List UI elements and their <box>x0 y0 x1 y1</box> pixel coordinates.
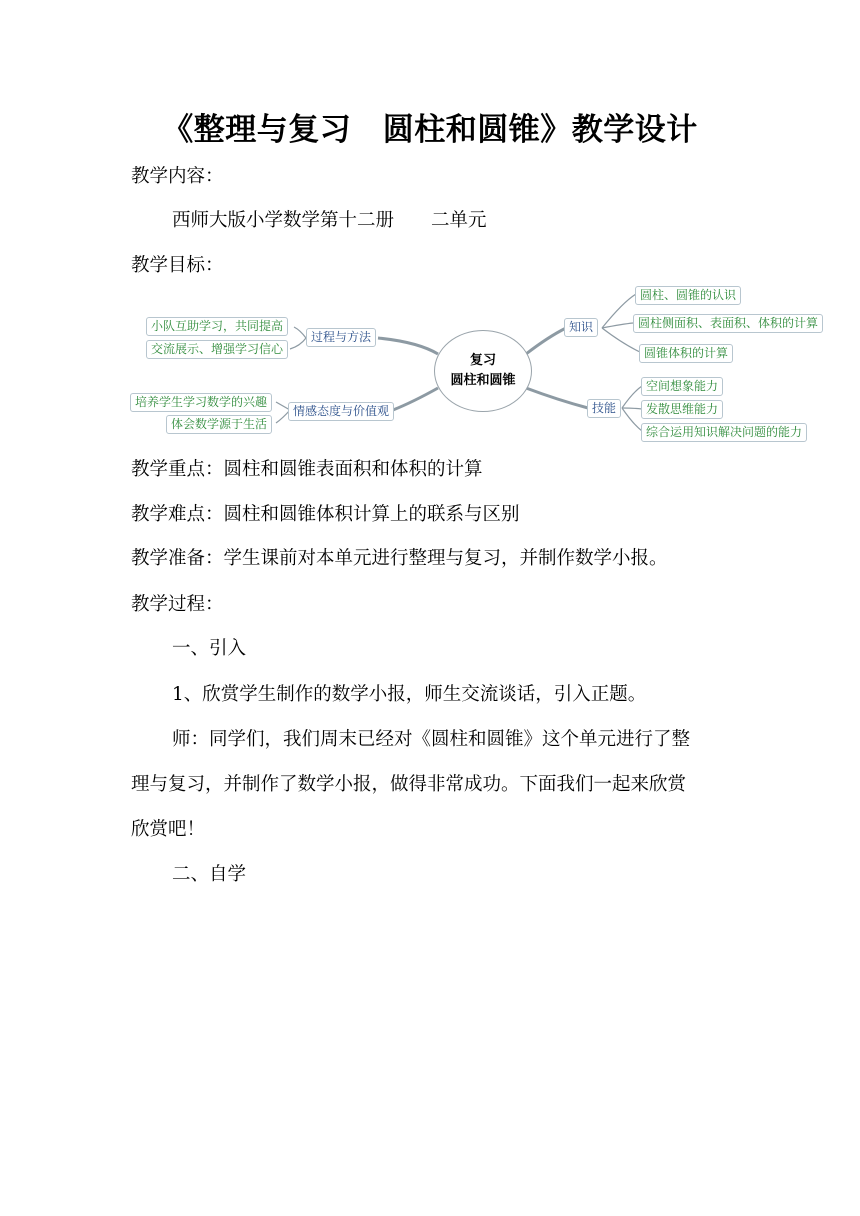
branch-process: 过程与方法 <box>306 328 376 347</box>
leaf-skills-3: 综合运用知识解决问题的能力 <box>641 423 807 442</box>
content-label: 教学内容： <box>131 166 224 187</box>
connector-knowledge <box>526 328 566 354</box>
goals-label: 教学目标： <box>131 255 224 276</box>
step-1: 1、欣赏学生制作的数学小报，师生交流谈话，引入正题。 <box>172 684 647 705</box>
section-self-study: 二、自学 <box>172 864 247 885</box>
key-point: 教学重点：圆柱和圆锥表面积和体积的计算 <box>131 459 483 480</box>
teacher-line-1: 师：同学们，我们周末已经对《圆柱和圆锥》这个单元进行了整 <box>172 729 691 750</box>
center-line-1: 复习 <box>469 353 496 368</box>
connector-s2 <box>622 408 642 409</box>
leaf-knowledge-3: 圆锥体积的计算 <box>639 344 733 363</box>
connector-s1 <box>622 386 642 408</box>
connector-s3 <box>622 408 642 431</box>
teacher-line-3: 欣赏吧！ <box>131 819 206 840</box>
connector-skills <box>526 388 588 408</box>
branch-attitude: 情感态度与价值观 <box>288 402 394 421</box>
connector-attitude <box>393 388 438 410</box>
connector-process <box>378 338 438 354</box>
leaf-attitude-2: 体会数学源于生活 <box>166 415 272 434</box>
leaf-process-2: 交流展示、增强学习信心 <box>146 340 288 359</box>
teacher-line-2: 理与复习，并制作了数学小报，做得非常成功。下面我们一起来欣赏 <box>131 774 687 795</box>
content-text: 西师大版小学数学第十二册 二单元 <box>172 210 487 231</box>
connector-k2 <box>602 323 633 328</box>
mindmap-center <box>434 330 532 412</box>
section-intro: 一、引入 <box>172 638 247 659</box>
connector-p2 <box>290 338 306 349</box>
preparation: 教学准备：学生课前对本单元进行整理与复习，并制作数学小报。 <box>131 548 668 569</box>
leaf-attitude-1: 培养学生学习数学的兴趣 <box>130 393 272 412</box>
document-title: 《整理与复习 圆柱和圆锥》教学设计 <box>162 112 698 148</box>
leaf-skills-1: 空间想象能力 <box>641 377 723 396</box>
center-line-2: 圆柱和圆锥 <box>450 373 516 388</box>
difficulty: 教学难点：圆柱和圆锥体积计算上的联系与区别 <box>131 504 520 525</box>
process-label: 教学过程： <box>131 594 224 615</box>
leaf-knowledge-1: 圆柱、圆锥的认识 <box>635 286 741 305</box>
connector-p1 <box>294 327 306 338</box>
leaf-skills-2: 发散思维能力 <box>641 400 723 419</box>
leaf-knowledge-2: 圆柱侧面积、表面积、体积的计算 <box>633 314 823 333</box>
branch-skills: 技能 <box>587 399 621 418</box>
branch-knowledge: 知识 <box>564 318 598 337</box>
leaf-process-1: 小队互助学习，共同提高 <box>146 317 288 336</box>
goals-mindmap <box>128 282 828 444</box>
